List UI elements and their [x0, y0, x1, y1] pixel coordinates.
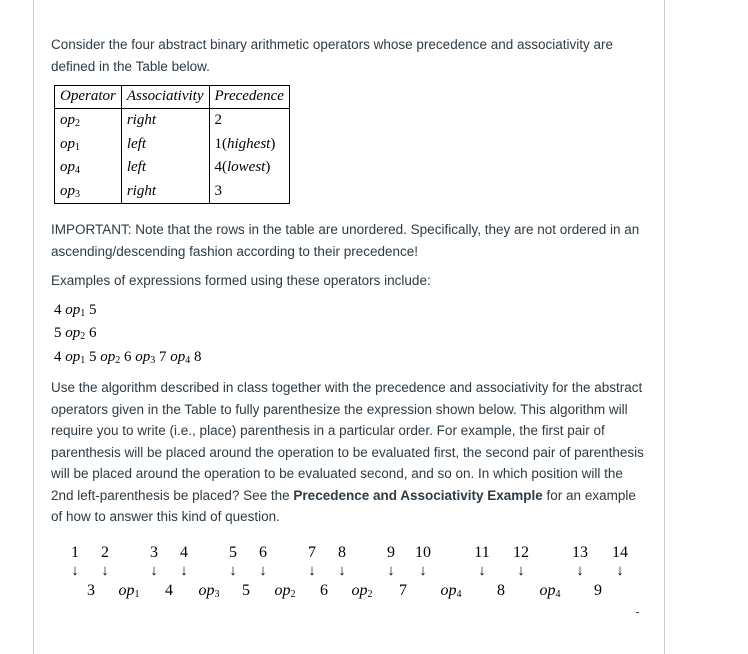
expression-operand: 9: [594, 582, 602, 599]
associativity-cell: right: [121, 109, 209, 133]
down-arrow-icon: ↓: [101, 563, 109, 579]
operator-symbol: $op_4$: [60, 159, 80, 176]
associativity-cell: left: [121, 133, 209, 157]
position-number: 7: [308, 544, 316, 561]
down-arrow-icon: ↓: [517, 563, 525, 579]
down-arrow-icon: ↓: [478, 563, 486, 579]
expression-operand: 6: [320, 582, 328, 599]
table-header-row: [55, 86, 290, 109]
expression-operand: 3: [87, 582, 95, 599]
position-number: 4: [180, 544, 188, 561]
down-arrow-icon: ↓: [419, 563, 427, 579]
expression-operator: $op_2$: [351, 582, 373, 600]
operator-cell: [55, 109, 122, 133]
operator-cell: [55, 180, 122, 204]
down-arrow-icon: ↓: [229, 563, 237, 579]
position-number: 2: [101, 544, 109, 561]
operator-cell: [55, 133, 122, 157]
question-body: [51, 34, 647, 528]
examples-list: [54, 299, 647, 370]
expression-operand: 4: [165, 582, 173, 599]
header-associativity: Associativity: [121, 86, 209, 109]
expression-operand: 5: [242, 582, 250, 599]
table-row: [55, 133, 290, 157]
position-number: 11: [474, 544, 490, 561]
down-arrow-icon: ↓: [576, 563, 584, 579]
position-number: 3: [150, 544, 158, 561]
position-number: 13: [572, 544, 588, 561]
position-number: 8: [338, 544, 346, 561]
header-precedence: Precedence: [209, 86, 289, 109]
example-expression: 5 $op_2$ 6: [54, 325, 97, 342]
position-number: 6: [259, 544, 267, 561]
position-number: 10: [415, 544, 431, 561]
table-row: [55, 109, 290, 133]
table-row: [55, 180, 290, 204]
operator-symbol: $op_3$: [135, 348, 156, 366]
expression-operator: $op_2$: [274, 582, 296, 600]
instructions-paragraph: [51, 377, 647, 528]
expression-operator: $op_3$: [198, 582, 220, 600]
operator-symbol: $op_4$: [170, 348, 191, 366]
operator-symbol: $op_1$: [65, 348, 86, 366]
associativity-cell: right: [121, 180, 209, 204]
table-row: [55, 156, 290, 180]
example-expression: 4 $op_1$ 5 $op_2$ 6 $op_3$ 7 $op_4$ 8: [54, 348, 202, 366]
precedence-cell: 1(highest): [209, 133, 289, 157]
example-link-text: Precedence and Associativity Example: [293, 487, 543, 503]
expression-operator: $op_4$: [539, 582, 561, 600]
operator-symbol: $op_1$: [60, 135, 80, 153]
instructions-end: for an example of how to answer this kind of question.: [51, 487, 636, 524]
header-operator: Operator: [55, 86, 122, 109]
expression-diagram: [51, 540, 651, 610]
operator-symbol: $op_2$: [60, 112, 80, 129]
operator-symbol: $op_2$: [65, 325, 86, 342]
expression-operand: 7: [399, 582, 407, 599]
position-number: 14: [612, 544, 628, 561]
example-expression: 4 $op_1$ 5: [54, 301, 97, 319]
operator-symbol: $op_1$: [65, 301, 86, 319]
precedence-cell: 3: [209, 180, 289, 204]
down-arrow-icon: ↓: [308, 563, 316, 579]
operator-table: [54, 85, 290, 204]
position-number: 1: [71, 544, 79, 561]
intro-paragraph: Consider the four abstract binary arithmetic operators whose precedence and associativity are defined in the Table below.: [51, 37, 614, 74]
precedence-cell: 2: [209, 109, 289, 133]
down-arrow-icon: ↓: [616, 563, 624, 579]
expression-operator: $op_4$: [440, 582, 462, 600]
stray-mark: [636, 612, 639, 613]
instructions-text: Use the algorithm described in class together with the precedence and associativity for the abstract operators given in the Table to fully parenthesize the expression shown below. This algorithm will require you to write (i.e., place) parenthesis in a particular order. For example, the first pair of parenthesis will be placed around the operation to be evaluated first, the second pair of parenthesis will be placed around the operation to be evaluated second, and so on. In which position will the 2nd left-parenthesis be placed? See the: [51, 380, 644, 503]
operator-symbol: $op_2$: [100, 348, 121, 366]
down-arrow-icon: ↓: [71, 563, 79, 579]
down-arrow-icon: ↓: [338, 563, 346, 579]
down-arrow-icon: ↓: [150, 563, 158, 579]
expression-operand: 8: [497, 582, 505, 599]
down-arrow-icon: ↓: [180, 563, 188, 579]
examples-intro: Examples of expressions formed using these operators include:: [51, 273, 431, 288]
expression-operator: $op_1$: [118, 582, 140, 600]
important-note: IMPORTANT: Note that the rows in the table are unordered. Specifically, they are not ordered in an ascending/descending fashion according to their precedence!: [51, 222, 640, 259]
position-number: 9: [387, 544, 395, 561]
down-arrow-icon: ↓: [259, 563, 267, 579]
operator-symbol: $op_3$: [60, 182, 80, 200]
precedence-cell: 4(lowest): [209, 156, 289, 180]
operator-cell: [55, 156, 122, 180]
down-arrow-icon: ↓: [387, 563, 395, 579]
associativity-cell: left: [121, 156, 209, 180]
position-number: 12: [513, 544, 529, 561]
position-number: 5: [229, 544, 237, 561]
